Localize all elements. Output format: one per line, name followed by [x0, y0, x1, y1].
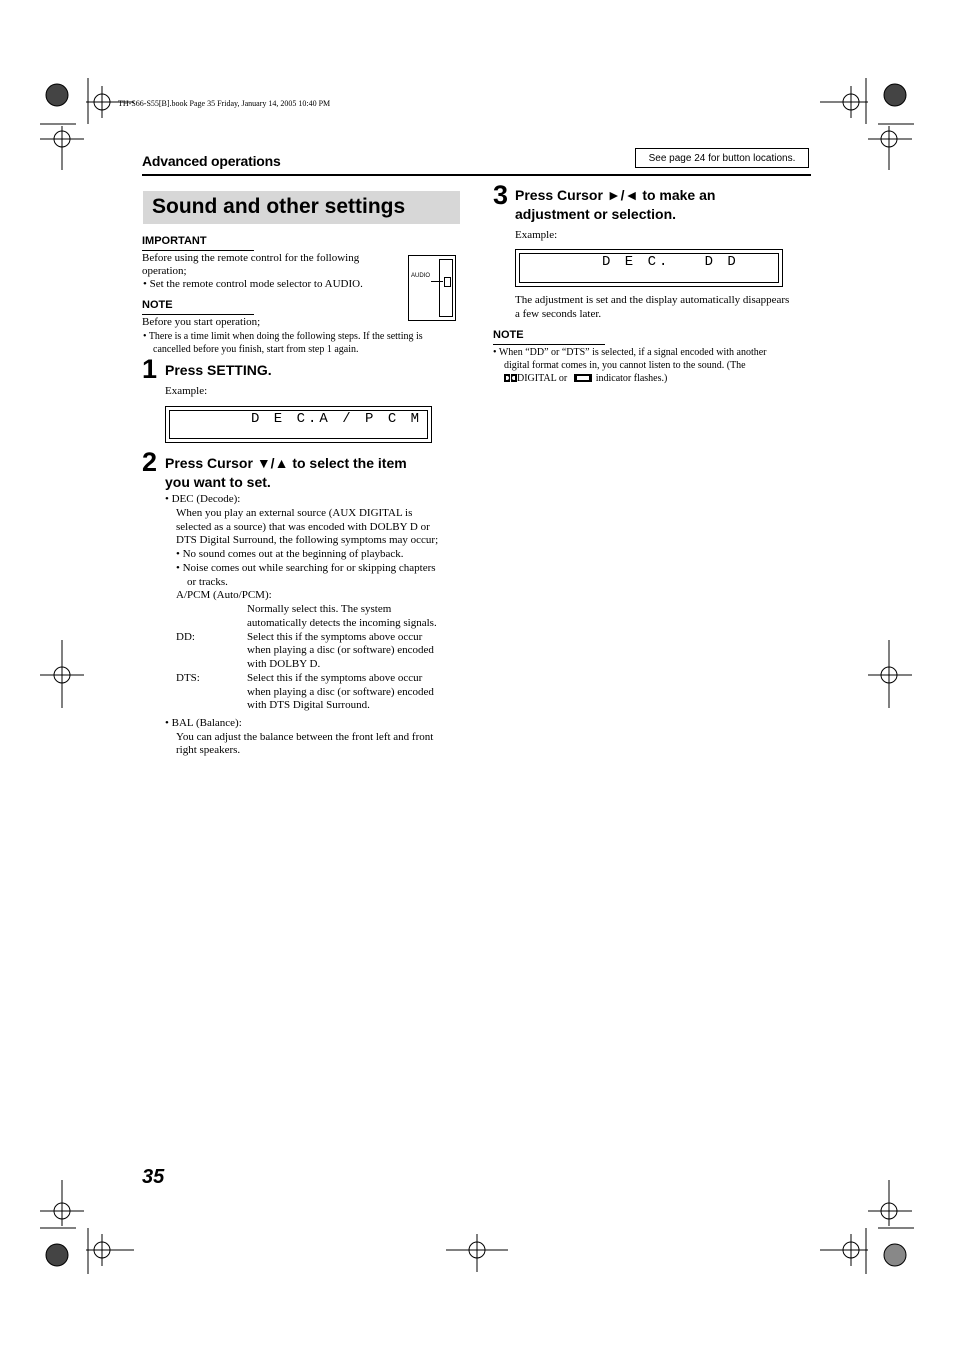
step3-desc-l1: The adjustment is set and the display automatically disappears: [515, 294, 790, 306]
step3-title-l2: adjustment or selection.: [515, 206, 677, 222]
dolby-digital-icon: [504, 374, 517, 382]
header-rule: [142, 174, 811, 176]
symptom2-l1: • Noise comes out while searching for or skipping chapters: [176, 562, 436, 574]
dec-line3: DTS Digital Surround, the following symptoms may occur;: [176, 534, 439, 546]
selector-knob-icon: [444, 277, 451, 287]
apcm-line2: automatically detects the incoming signals.: [247, 617, 437, 629]
bal-label: • BAL (Balance):: [165, 717, 242, 729]
important-line2: operation;: [142, 265, 187, 277]
bal-line2: right speakers.: [176, 744, 241, 756]
selector-track: [439, 259, 453, 317]
note1-rule: [142, 314, 254, 315]
important-bullet: • Set the remote control mode selector to AUDIO.: [143, 278, 363, 290]
dd-line1: Select this if the symptoms above occur: [247, 631, 423, 643]
page-title: Sound and other settings: [152, 195, 406, 218]
note2-line1: • When “DD” or “DTS” is selected, if a signal encoded with another: [493, 347, 767, 358]
step3-example: Example:: [515, 229, 558, 241]
apcm-line1: Normally select this. The system: [247, 603, 392, 615]
note1-bullet-l2: cancelled before you finish, start from step 1 again.: [153, 344, 359, 355]
note2-line3-b: indicator flashes.): [595, 373, 668, 384]
see-page-box: See page 24 for button locations.: [635, 148, 809, 168]
page-number: 35: [142, 1166, 165, 1188]
selector-pointer: [431, 281, 443, 282]
section-label: Advanced operations: [142, 153, 281, 169]
important-heading: IMPORTANT: [142, 235, 207, 247]
note2-line3: [504, 372, 667, 385]
important-line1: Before using the remote control for the following: [142, 252, 360, 264]
step3-display-text: D E C. D D: [602, 254, 739, 270]
remote-selector-illustration: [408, 255, 456, 321]
apcm-label: A/PCM (Auto/PCM):: [176, 589, 272, 601]
step2-title-l2: you want to set.: [165, 474, 271, 490]
note2-line2: digital format comes in, you cannot listen to the sound. (The: [504, 360, 746, 371]
dec-line2: selected as a source) that was encoded with DOLBY D or: [176, 521, 430, 533]
step3-display: [515, 249, 783, 287]
step3-number: 3: [493, 180, 509, 210]
dts-label: DTS:: [176, 672, 200, 684]
selector-label: AUDIO: [411, 273, 431, 279]
dd-line2: when playing a disc (or software) encoded: [247, 644, 434, 656]
step3-title-l1: Press Cursor ►/◄ to make an: [515, 187, 716, 203]
dts-line1: Select this if the symptoms above occur: [247, 672, 423, 684]
note2-line3-a: DIGITAL or: [517, 373, 568, 384]
important-rule: [142, 250, 254, 251]
dd-label: DD:: [176, 631, 195, 643]
dd-line3: with DOLBY D.: [247, 658, 321, 670]
note1-bullet-l1: • There is a time limit when doing the following steps. If the setting is: [143, 331, 423, 342]
dts-logo-icon: [574, 374, 592, 382]
dts-line3: with DTS Digital Surround.: [247, 699, 370, 711]
step3-desc-l2: a few seconds later.: [515, 308, 602, 320]
note1-heading: NOTE: [142, 299, 173, 311]
step1-number: 1: [142, 354, 158, 384]
symptom2-l2: or tracks.: [187, 576, 228, 588]
note1-line1: Before you start operation;: [142, 316, 261, 328]
symptom1: • No sound comes out at the beginning of playback.: [176, 548, 404, 560]
file-info: TH-S66-S55[B].book Page 35 Friday, January 14, 2005 10:40 PM: [118, 99, 331, 108]
note2-heading: NOTE: [493, 329, 524, 341]
bal-line1: You can adjust the balance between the front left and front: [176, 731, 434, 743]
step1-example: Example:: [165, 385, 208, 397]
dec-line1: When you play an external source (AUX DIGITAL is: [176, 507, 413, 519]
dec-label: • DEC (Decode):: [165, 493, 241, 505]
step1-title: Press SETTING.: [165, 362, 272, 378]
step1-display: [165, 406, 432, 443]
step1-display-text: D E C.A / P C M: [251, 411, 423, 427]
note2-rule: [493, 344, 605, 345]
dts-line2: when playing a disc (or software) encoded: [247, 686, 434, 698]
step2-title-l1: Press Cursor ▼/▲ to select the item: [165, 455, 407, 471]
step2-number: 2: [142, 447, 158, 477]
